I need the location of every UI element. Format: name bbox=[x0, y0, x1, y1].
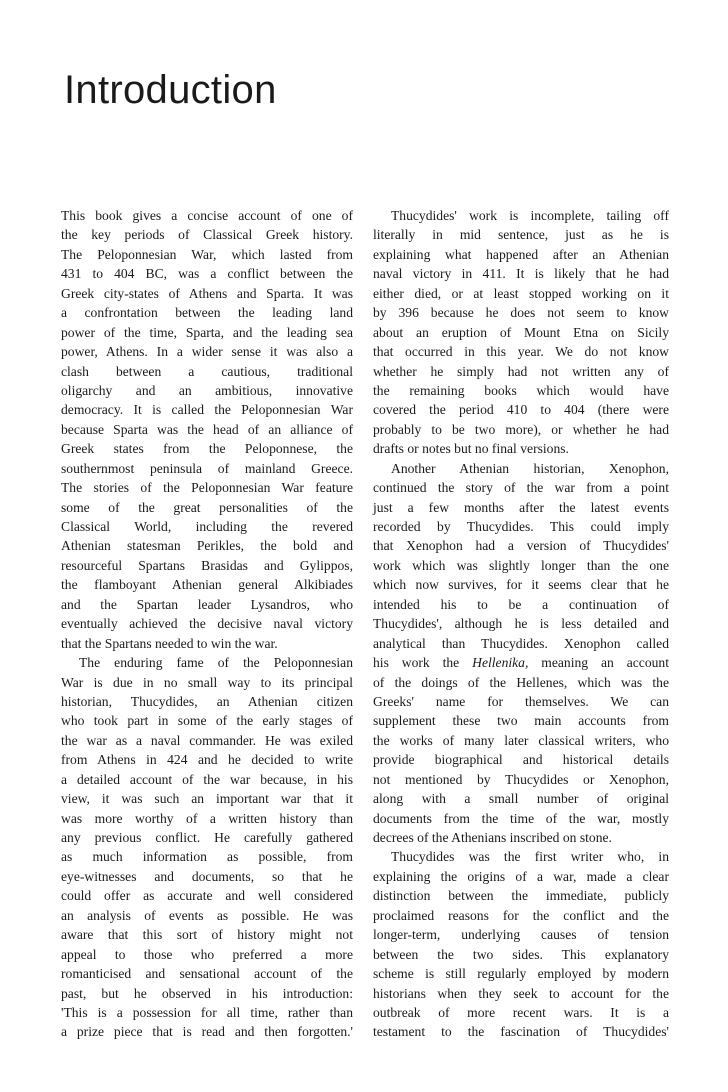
text-line: intended his to be a continuation of bbox=[373, 596, 669, 612]
text-line: could offer as accurate and well considered bbox=[61, 888, 353, 904]
text-line bbox=[373, 653, 669, 672]
text-line: a prize piece that is read and then forgotten.' bbox=[61, 1024, 353, 1040]
text-line: who took part in some of the early stages of bbox=[61, 713, 353, 729]
text-line: that occurred in this year. We do not know bbox=[373, 344, 669, 360]
text-line: literally in mid sentence, just as he is bbox=[373, 227, 669, 243]
text-line: an analysis of events as possible. He was bbox=[61, 907, 353, 923]
text-line: power, Athens. In a wider sense it was also a bbox=[61, 344, 353, 360]
text-line: oligarchy and an ambitious, innovative bbox=[61, 382, 353, 398]
text-line: Greeks' name for themselves. We can bbox=[373, 693, 669, 709]
text-line: not mentioned by Thucydides or Xenophon, bbox=[373, 771, 669, 787]
text-line: explaining the origins of a war, made a clear bbox=[373, 868, 669, 884]
text-line: power of the time, Sparta, and the leading sea bbox=[61, 324, 353, 340]
text-line: The Peloponnesian War, which lasted from bbox=[61, 246, 353, 262]
text-line: decrees of the Athenians inscribed on stone. bbox=[373, 830, 612, 845]
text-line: documents from the time of the war, mostly bbox=[373, 810, 669, 826]
text-line: longer-term, underlying causes of tension bbox=[373, 927, 669, 943]
text-line: whether he simply had not written any of bbox=[373, 363, 669, 379]
text-line: the war as a naval commander. He was exiled bbox=[61, 732, 353, 748]
text-line: clash between a cautious, traditional bbox=[61, 363, 353, 379]
text-line: Another Athenian historian, Xenophon, bbox=[391, 460, 669, 476]
text-line: either died, or at least stopped working on it bbox=[373, 285, 669, 301]
text-line: 431 to 404 BC, was a conflict between the bbox=[61, 266, 353, 282]
right-text-column bbox=[373, 206, 669, 1042]
text-line: Greek states from the Peloponnese, the bbox=[61, 441, 353, 457]
text-line: resourceful Spartans Brasidas and Gylippos, bbox=[61, 557, 353, 573]
text-line: Greek city-states of Athens and Sparta. It was bbox=[61, 285, 353, 301]
text-line: southernmost peninsula of mainland Greece. bbox=[61, 460, 353, 476]
italic-title: Hellenika, bbox=[472, 655, 529, 671]
text-line: eye-witnesses and documents, so that he bbox=[61, 868, 353, 884]
text-line: Athenian statesman Perikles, the bold and bbox=[61, 538, 353, 554]
text-line: was more worthy of a written history than bbox=[61, 810, 353, 826]
text-line: testament to the fascination of Thucydides' bbox=[373, 1024, 669, 1040]
text-line: eventually achieved the decisive naval victory bbox=[61, 616, 353, 632]
text-line: proclaimed reasons for the conflict and the bbox=[373, 907, 669, 923]
text-line: view, it was such an important war that it bbox=[61, 791, 353, 807]
text-line: historians when they seek to account for the bbox=[373, 985, 669, 1001]
text-line: the works of many later classical writers, who bbox=[373, 732, 669, 748]
text-line: which now survives, for it seems clear that he bbox=[373, 577, 669, 593]
text-line: The stories of the Peloponnesian War feature bbox=[61, 480, 353, 496]
text-line: analytical than Thucydides. Xenophon called bbox=[373, 635, 669, 651]
text-line: work which was slightly longer than the one bbox=[373, 557, 669, 573]
text-line: aware that this sort of history might not bbox=[61, 927, 353, 943]
text-line: the key periods of Classical Greek history. bbox=[61, 227, 353, 243]
text-line: of the doings of the Hellenes, which was the bbox=[373, 674, 669, 690]
text-line: between the two sides. This explanatory bbox=[373, 946, 669, 962]
text-line: supplement these two main accounts from bbox=[373, 713, 669, 729]
text-line: democracy. It is called the Peloponnesian War bbox=[61, 402, 353, 418]
text-line: from Athens in 424 and he decided to write bbox=[61, 752, 353, 768]
text-segment: meaning an account bbox=[528, 655, 669, 671]
text-line: the remaining books which would have bbox=[373, 382, 669, 398]
text-line: 'This is a possession for all time, rather than bbox=[61, 1004, 353, 1020]
text-line: scheme is still regularly employed by modern bbox=[373, 966, 669, 982]
text-line: drafts or notes but no final versions. bbox=[373, 441, 569, 457]
text-line: by 396 because he does not seem to know bbox=[373, 305, 669, 321]
text-line: along with a small number of original bbox=[373, 791, 669, 807]
text-line: a detailed account of the war because, in his bbox=[61, 771, 353, 787]
text-line: as much information as possible, from bbox=[61, 849, 353, 865]
text-line: provide biographical and historical details bbox=[373, 752, 669, 768]
text-line: covered the period 410 to 404 (there were bbox=[373, 402, 669, 418]
text-line: past, but he observed in his introduction: bbox=[61, 985, 353, 1001]
text-line: Thucydides was the first writer who, in bbox=[391, 849, 669, 865]
text-line: that Xenophon had a version of Thucydides' bbox=[373, 538, 669, 554]
text-line: This book gives a concise account of one of bbox=[61, 208, 353, 223]
text-line: any previous conflict. He carefully gathered bbox=[61, 830, 353, 845]
text-line: outbreak of more recent wars. It is a bbox=[373, 1004, 669, 1020]
text-line: about an eruption of Mount Etna on Sicily bbox=[373, 324, 669, 340]
text-line: romanticised and sensational account of the bbox=[61, 966, 353, 982]
text-line: recorded by Thucydides. This could imply bbox=[373, 519, 669, 534]
text-line: Thucydides', although he is less detailed and bbox=[373, 616, 669, 632]
text-line: Classical World, including the revered bbox=[61, 519, 353, 534]
text-line: distinction between the immediate, publicly bbox=[373, 888, 669, 904]
text-line: continued the story of the war from a point bbox=[373, 480, 669, 496]
left-text-column bbox=[61, 206, 353, 1042]
text-line: historian, Thucydides, an Athenian citizen bbox=[61, 693, 353, 709]
text-line: the flamboyant Athenian general Alkibiades bbox=[61, 577, 353, 593]
text-segment: his work the bbox=[373, 655, 473, 671]
text-line: explaining what happened after an Athenian bbox=[373, 246, 669, 262]
text-line: and the Spartan leader Lysandros, who bbox=[61, 596, 353, 612]
text-line: just a few months after the latest events bbox=[373, 499, 669, 515]
text-line: because Sparta was the head of an alliance of bbox=[61, 421, 353, 437]
text-line: probably to be two more), or whether he had bbox=[373, 421, 669, 437]
text-line: War is due in no small way to its principal bbox=[61, 674, 353, 690]
text-line: some of the great personalities of the bbox=[61, 499, 353, 515]
text-line: The enduring fame of the Peloponnesian bbox=[79, 655, 353, 671]
text-line: that the Spartans needed to win the war. bbox=[61, 635, 278, 651]
text-line: appeal to those who preferred a more bbox=[61, 946, 353, 962]
text-line: Thucydides' work is incomplete, tailing off bbox=[391, 208, 669, 223]
text-line: naval victory in 411. It is likely that he had bbox=[373, 266, 669, 282]
page-title: Introduction bbox=[64, 68, 277, 112]
text-line: a confrontation between the leading land bbox=[61, 305, 353, 321]
